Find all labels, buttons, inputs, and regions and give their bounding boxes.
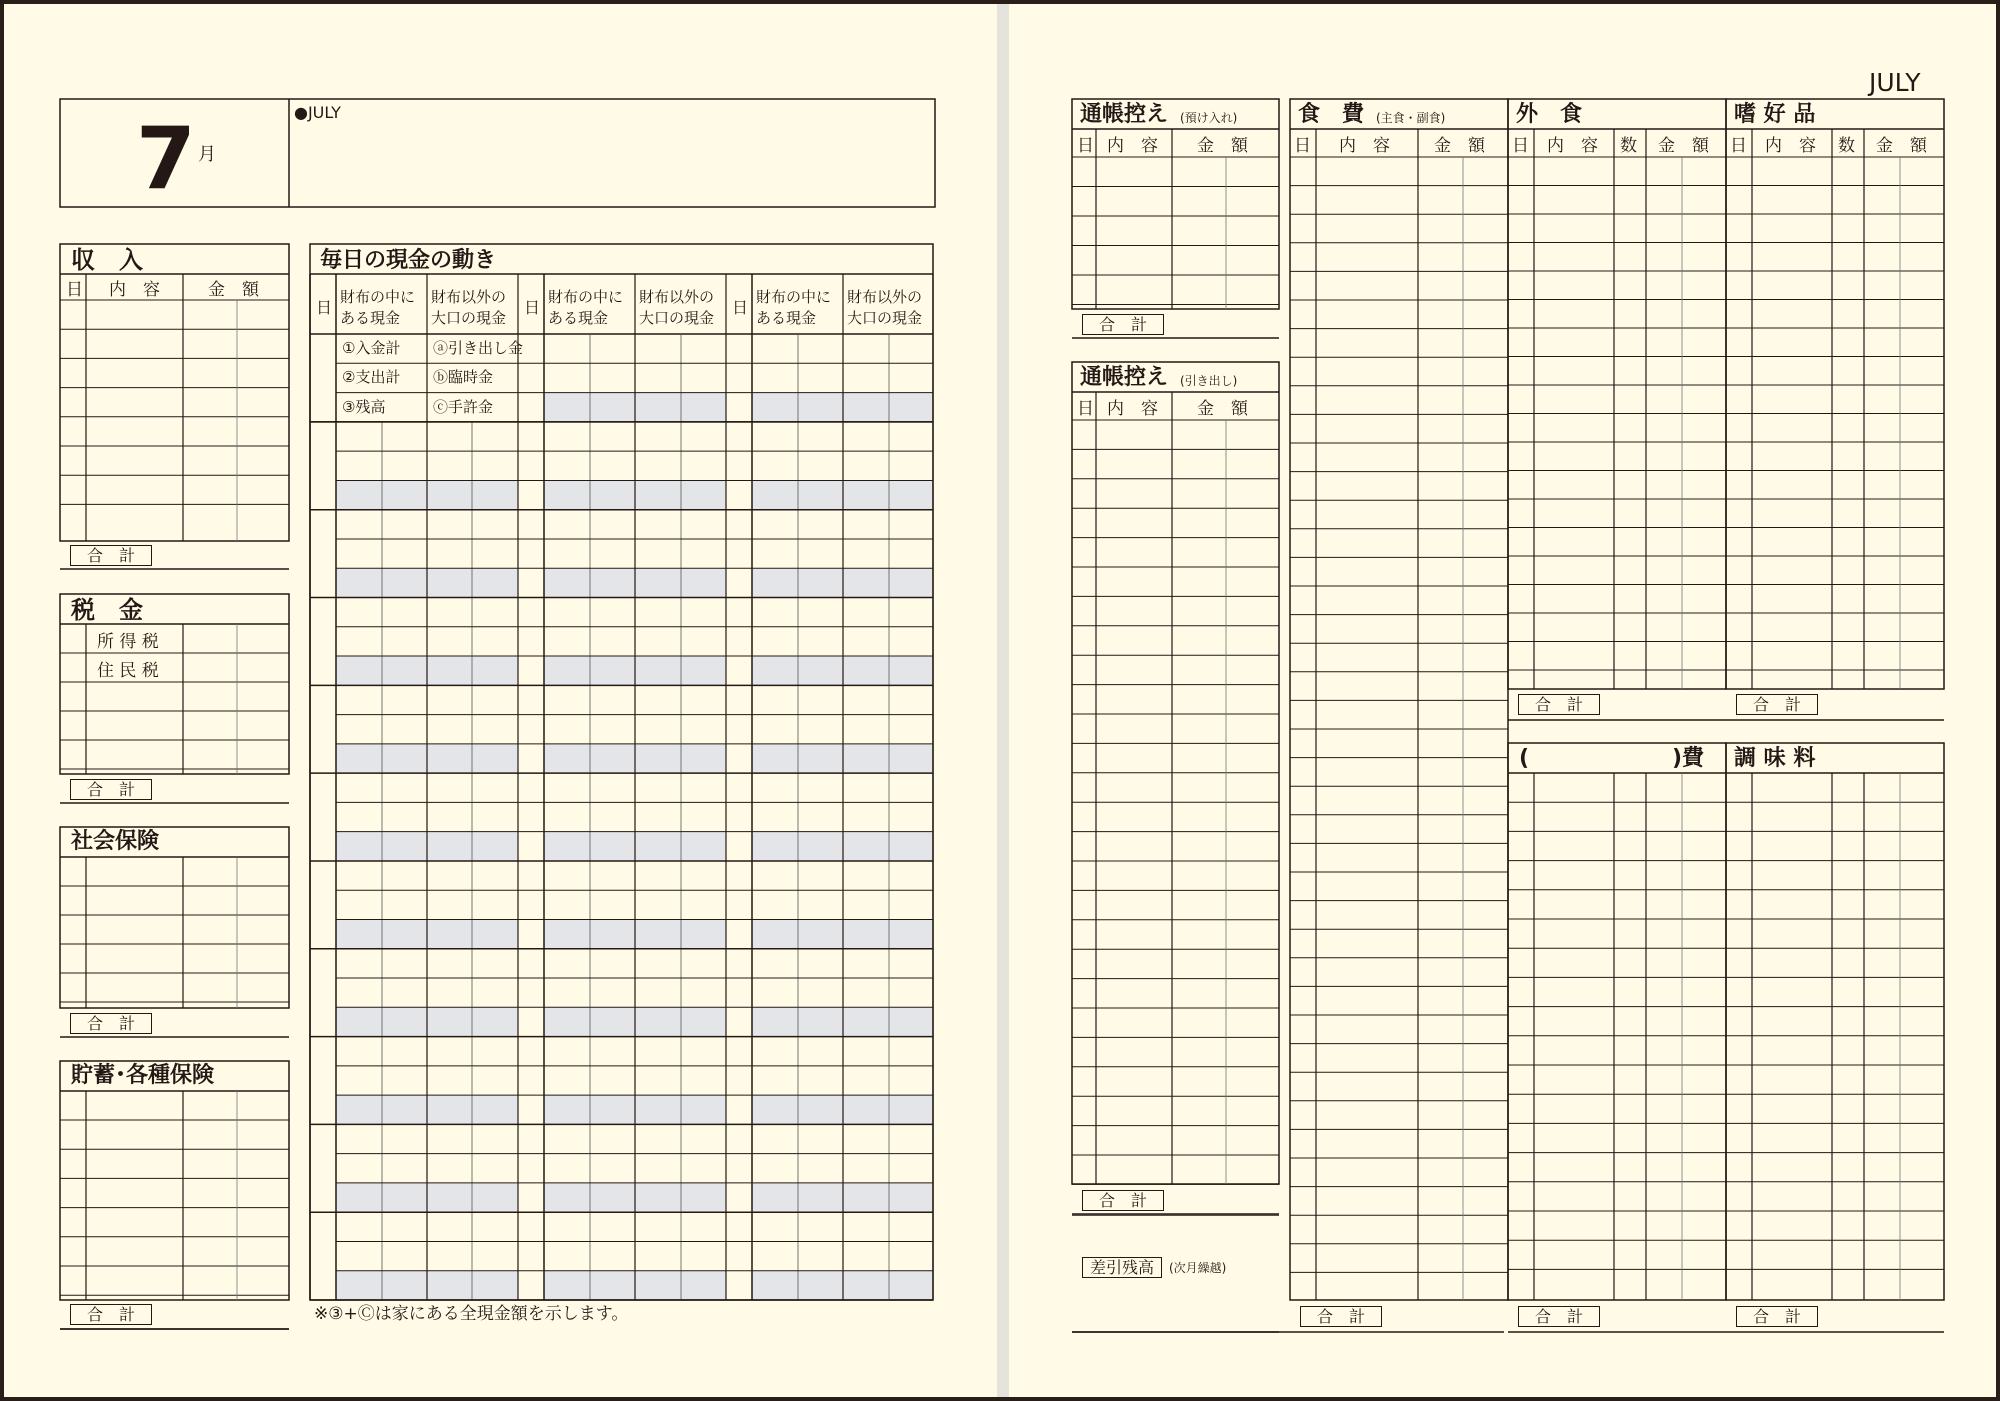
eating-out-col-amount: 金 額 [1658,136,1709,156]
savings-title: 貯蓄･各種保険 [71,1063,215,1088]
bank-withdraw-total-label: 合 計 [1082,1190,1164,1211]
tax-row-resident-tax: 住 民 税 [97,661,159,681]
dc-col-other-2-line1: 財布以外の [639,288,715,306]
social-insurance-total-label: 合 計 [70,1013,152,1034]
custom-expense-close: )費 [1672,746,1705,771]
dc-col-wallet-1-line2: ある現金 [340,309,401,327]
tax-total-label: 合 計 [70,779,152,800]
dc-col-other-2-line2: 大口の現金 [639,309,715,327]
income-col-amount: 金 額 [208,280,259,300]
dc-legend-other-1: ⓑ臨時金 [433,368,494,387]
food-col-amount: 金 額 [1434,136,1485,156]
bank-withdraw-col-amount: 金 額 [1197,399,1248,419]
income-total-label: 合 計 [70,545,152,566]
dc-col-wallet-2-line1: 財布の中に [548,288,624,306]
eating-out-total-label: 合 計 [1518,694,1600,715]
food-col-day: 日 [1294,136,1311,156]
tax-row-income-tax: 所 得 税 [97,632,159,652]
dc-legend-wallet-1: ②支出計 [342,368,401,387]
dc-col-wallet-3-line1: 財布の中に [756,288,832,306]
bank-withdraw-title: 通帳控え [1080,365,1169,390]
dc-col-other-1-line1: 財布以外の [431,288,507,306]
bank-deposit-col-day: 日 [1077,136,1094,156]
dc-col-wallet-3-line2: ある現金 [756,309,817,327]
dc-col-wallet-2-line2: ある現金 [548,309,609,327]
balance-note: (次月繰越) [1169,1261,1227,1275]
right-month-label: JULY [1869,68,1921,97]
dc-legend-other-0: ⓐ引き出し金 [433,339,524,357]
eating-out-title: 外 食 [1516,102,1583,127]
dc-col-other-3-line1: 財布以外の [847,288,923,306]
income-col-content: 内 容 [109,280,160,300]
tax-title: 税 金 [71,596,143,624]
luxury-col-qty: 数 [1838,136,1855,156]
eating-out-col-content: 内 容 [1547,136,1598,156]
bank-withdraw-col-day: 日 [1077,399,1094,419]
dc-col-other-3-line2: 大口の現金 [847,309,923,327]
social-insurance-title: 社会保険 [71,829,160,854]
luxury-col-content: 内 容 [1765,136,1816,156]
month-number: 7 [136,109,194,209]
bank-deposit-col-content: 内 容 [1107,136,1158,156]
food-col-content: 内 容 [1339,136,1390,156]
food-title: 食 費 [1298,102,1365,127]
luxury-col-day: 日 [1730,136,1747,156]
food-total-label: 合 計 [1300,1306,1382,1327]
diary-spread [4,4,1996,1397]
month-memo-label: ●JULY [294,103,341,122]
month-unit: 月 [198,144,216,165]
daily-cash-title: 毎日の現金の動き [320,248,497,273]
seasoning-total-label: 合 計 [1736,1306,1818,1327]
bank-withdraw-subtitle: (引き出し) [1180,374,1238,388]
bank-deposit-subtitle: (預け入れ) [1180,111,1238,125]
dc-legend-other-2: ⓒ手許金 [433,397,494,416]
food-subtitle: (主食・副食) [1376,111,1446,125]
ledger-grid [4,4,1996,1397]
custom-expense-total-label: 合 計 [1518,1306,1600,1327]
eating-out-col-day: 日 [1512,136,1529,156]
balance-label: 差引残高 [1082,1257,1162,1278]
dc-col-day-3: 日 [732,298,749,317]
luxury-total-label: 合 計 [1736,694,1818,715]
bank-deposit-col-amount: 金 額 [1197,136,1248,156]
bank-deposit-total-label: 合 計 [1082,314,1164,335]
dc-legend-wallet-2: ③残高 [342,397,386,416]
dc-col-day-1: 日 [316,298,333,317]
dc-legend-wallet-0: ①入金計 [342,339,401,357]
daily-cash-footnote: ※③+Ⓒは家にある全現金額を示します。 [314,1304,629,1324]
dc-col-other-1-line2: 大口の現金 [431,309,507,327]
savings-total-label: 合 計 [70,1304,152,1325]
income-title: 収 入 [71,246,143,274]
dc-col-day-2: 日 [524,298,541,317]
dc-col-wallet-1-line1: 財布の中に [340,288,416,306]
luxury-title: 嗜 好 品 [1734,102,1816,127]
bank-withdraw-col-content: 内 容 [1107,399,1158,419]
income-col-day: 日 [66,280,83,300]
custom-expense-open: ( [1519,746,1530,771]
luxury-col-amount: 金 額 [1876,136,1927,156]
seasoning-title: 調 味 料 [1734,746,1816,771]
eating-out-col-qty: 数 [1620,136,1637,156]
bank-deposit-title: 通帳控え [1080,102,1169,127]
